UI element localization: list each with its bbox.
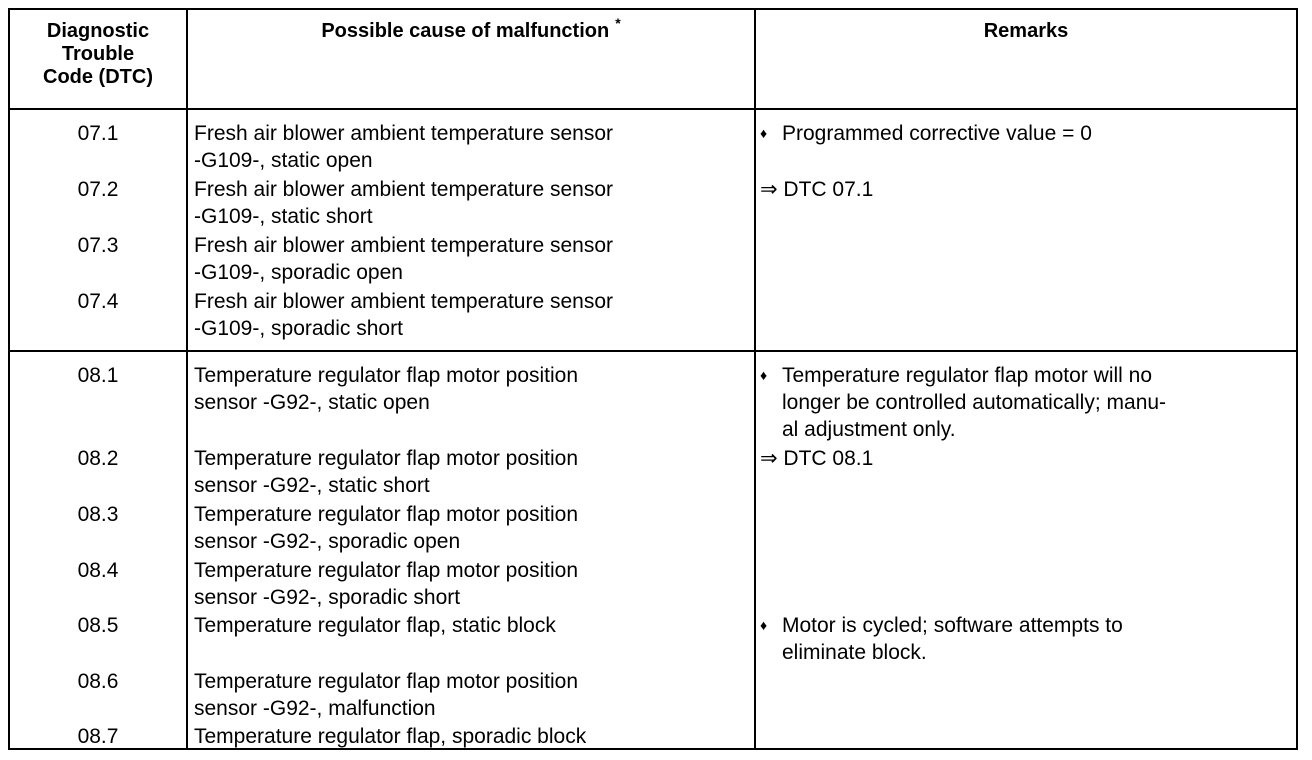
- cause-07-2: [194, 176, 613, 230]
- dtc-code-07-4: 07.4: [77, 290, 119, 313]
- remark-text: al adjustment only.: [782, 418, 956, 441]
- remark-text: Temperature regulator flap motor will no: [782, 364, 1153, 387]
- dtc-code-08-2: 08.2: [77, 447, 119, 470]
- dtc-code-07-3: 07.3: [77, 234, 119, 257]
- cause-line: Temperature regulator flap, sporadic block: [194, 725, 587, 748]
- dtc-code-08-6: 08.6: [77, 670, 119, 693]
- header-cause-label: Possible cause of malfunction: [321, 20, 610, 42]
- cause-line: Fresh air blower ambient temperature sensor: [194, 122, 614, 145]
- remark-text: Programmed corrective value = 0: [782, 122, 1092, 145]
- dtc-code-08-7: 08.7: [77, 725, 119, 748]
- dtc-code-08-1: 08.1: [77, 364, 119, 387]
- column-divider-1: [186, 10, 188, 748]
- cause-08-7: [194, 723, 586, 750]
- cause-08-5: [194, 612, 556, 639]
- cause-line: -G109-, sporadic open: [194, 261, 403, 284]
- header-remarks-label: Remarks: [983, 20, 1069, 42]
- cause-08-6: [194, 668, 578, 722]
- cause-line: sensor -G92-, static short: [194, 474, 430, 497]
- cause-line: Temperature regulator flap motor position: [194, 670, 579, 693]
- header-cause-marker: *: [615, 15, 621, 31]
- cause-line: Fresh air blower ambient temperature sensor: [194, 234, 614, 257]
- group-divider: [10, 350, 1296, 352]
- dtc-code-08-5: 08.5: [77, 614, 119, 637]
- cause-line: Temperature regulator flap motor position: [194, 503, 579, 526]
- dtc-code-08-4: 08.4: [77, 559, 119, 582]
- remark-08-1: [760, 362, 1166, 443]
- dtc-code-08-3: 08.3: [77, 503, 119, 526]
- header-dtc: [10, 10, 186, 108]
- dtc-code-07-1: 07.1: [77, 122, 119, 145]
- cause-line: Temperature regulator flap motor position: [194, 559, 579, 582]
- cause-line: Temperature regulator flap motor position: [194, 364, 579, 387]
- dtc-table: [8, 8, 1298, 750]
- remark-08-2: ⇒ DTC 08.1: [760, 447, 874, 470]
- remark-text: Motor is cycled; software attempts to: [782, 614, 1123, 637]
- header-cause: [188, 10, 754, 108]
- cause-line: sensor -G92-, static open: [194, 391, 430, 414]
- dtc-code-07-2: 07.2: [77, 178, 119, 201]
- cause-08-2: [194, 445, 578, 499]
- cause-08-3: [194, 501, 578, 555]
- cause-line: Temperature regulator flap motor position: [194, 447, 579, 470]
- cause-line: -G109-, static open: [194, 149, 373, 172]
- cause-07-3: [194, 232, 613, 286]
- bullet-icon: ♦: [760, 617, 768, 633]
- cause-line: sensor -G92-, sporadic short: [194, 586, 461, 609]
- header-dtc-line3: Code (DTC): [43, 66, 153, 88]
- cause-line: sensor -G92-, malfunction: [194, 697, 436, 720]
- cause-line: -G109-, static short: [194, 205, 373, 228]
- cause-line: Temperature regulator flap, static block: [194, 614, 556, 637]
- cause-07-1: [194, 120, 613, 174]
- cause-08-4: [194, 557, 578, 611]
- remark-08-5: [760, 612, 1123, 666]
- header-dtc-line2: Trouble: [61, 43, 135, 65]
- bullet-icon: ♦: [760, 125, 768, 141]
- remark-text: longer be controlled automatically; manu-: [782, 391, 1167, 414]
- column-divider-2: [754, 10, 756, 748]
- remark-text: eliminate block.: [782, 641, 927, 664]
- cause-07-4: [194, 288, 613, 342]
- cause-08-1: [194, 362, 578, 416]
- header-remarks: [756, 10, 1296, 108]
- remark-07-2: ⇒ DTC 07.1: [760, 178, 874, 201]
- header-dtc-line1: Diagnostic: [46, 20, 150, 42]
- header-divider: [10, 108, 1296, 110]
- cause-line: Fresh air blower ambient temperature sensor: [194, 290, 614, 313]
- remark-07-1: [760, 120, 1092, 147]
- bullet-icon: ♦: [760, 367, 768, 383]
- cause-line: sensor -G92-, sporadic open: [194, 530, 461, 553]
- cause-line: Fresh air blower ambient temperature sensor: [194, 178, 614, 201]
- cause-line: -G109-, sporadic short: [194, 317, 403, 340]
